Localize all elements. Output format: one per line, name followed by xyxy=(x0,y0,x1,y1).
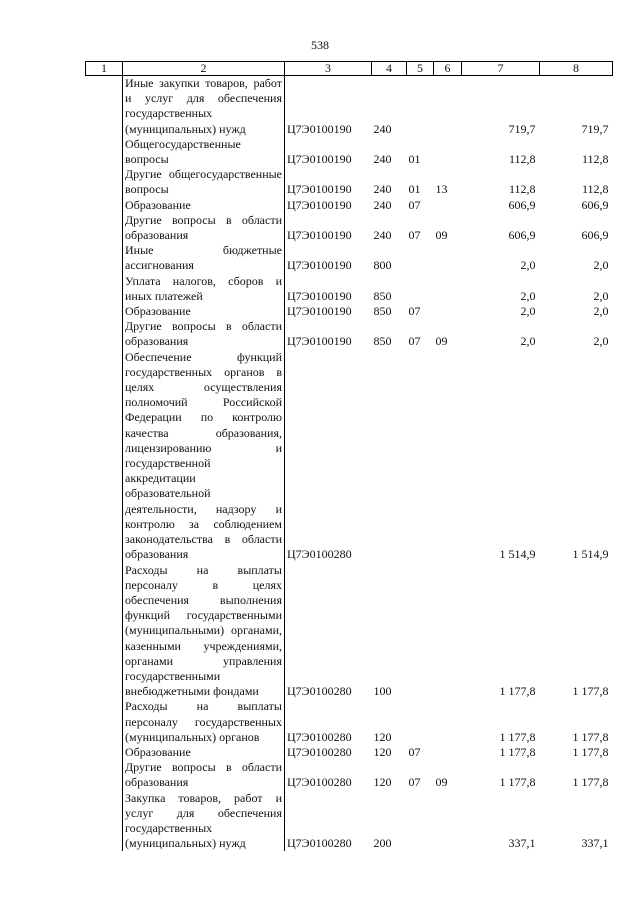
row-description: Другие вопросы в области образования xyxy=(123,319,285,349)
row-expense-type: 240 xyxy=(373,152,392,167)
row-amount-col7: 1 177,8 xyxy=(499,684,536,699)
row-expense-type: 850 xyxy=(373,334,392,349)
row-subsection xyxy=(434,304,462,319)
column-header: 4 xyxy=(372,62,407,76)
row-col1 xyxy=(86,791,123,852)
row-description: Расходы на выплаты персоналу в целях обеспечения выполнения функций государственными (муниципальными) органами, казенными учреждениями, органами управления государственными внебюджетными фондами xyxy=(123,563,285,700)
table-row xyxy=(86,243,613,273)
row-amount-col7: 112,8 xyxy=(508,182,536,197)
row-section: 07 xyxy=(408,304,421,319)
row-expense-type: 120 xyxy=(373,729,392,744)
table-row xyxy=(86,137,613,167)
row-subsection xyxy=(434,699,462,745)
row-subsection: 09 xyxy=(435,228,448,243)
table-row xyxy=(86,304,613,319)
row-amount-col7: 606,9 xyxy=(508,228,536,243)
row-subsection xyxy=(434,791,462,852)
row-expense-type: 200 xyxy=(373,836,392,851)
row-target-code: Ц7Э0100190 xyxy=(287,121,352,136)
column-header: 3 xyxy=(285,62,372,76)
column-header: 1 xyxy=(86,62,123,76)
row-section xyxy=(407,699,434,745)
row-target-code: Ц7Э0100190 xyxy=(287,334,352,349)
row-description: Уплата налогов, сборов и иных платежей xyxy=(123,274,285,304)
row-section: 07 xyxy=(408,197,421,212)
row-amount-col7: 1 177,8 xyxy=(499,744,536,759)
row-amount-col8: 1 177,8 xyxy=(572,744,609,759)
budget-table xyxy=(85,61,613,851)
row-description: Расходы на выплаты персоналу государственных (муниципальных) органов xyxy=(123,699,285,745)
row-amount-col7: 2,0 xyxy=(520,288,536,303)
row-target-code: Ц7Э0100280 xyxy=(287,684,352,699)
row-target-code: Ц7Э0100190 xyxy=(287,197,352,212)
row-col1 xyxy=(86,167,123,197)
row-section xyxy=(407,76,434,137)
row-description: Образование xyxy=(123,304,285,319)
column-number-header xyxy=(86,62,613,76)
table-row xyxy=(86,213,613,243)
row-target-code: Ц7Э0100280 xyxy=(287,836,352,851)
row-section xyxy=(407,791,434,852)
table-row xyxy=(86,350,613,563)
row-description: Другие вопросы в области образования xyxy=(123,213,285,243)
row-subsection xyxy=(434,274,462,304)
row-col1 xyxy=(86,760,123,790)
row-expense-type: 850 xyxy=(373,304,392,319)
row-amount-col7: 112,8 xyxy=(508,152,536,167)
row-subsection xyxy=(434,198,462,213)
row-description: Иные бюджетные ассигнования xyxy=(123,243,285,273)
row-amount-col8: 1 514,9 xyxy=(572,547,609,562)
row-amount-col7: 719,7 xyxy=(508,121,536,136)
row-description: Образование xyxy=(123,198,285,213)
row-subsection xyxy=(434,350,462,563)
table-row xyxy=(86,198,613,213)
row-amount-col7: 1 177,8 xyxy=(499,775,536,790)
table-row xyxy=(86,274,613,304)
column-header: 2 xyxy=(123,62,285,76)
row-section xyxy=(407,350,434,563)
row-target-code: Ц7Э0100190 xyxy=(287,288,352,303)
row-subsection xyxy=(434,745,462,760)
row-section xyxy=(407,243,434,273)
row-section xyxy=(407,274,434,304)
row-target-code: Ц7Э0100190 xyxy=(287,182,352,197)
row-expense-type: 240 xyxy=(373,197,392,212)
column-header: 8 xyxy=(540,62,613,76)
row-section: 01 xyxy=(408,152,421,167)
row-expense-type: 240 xyxy=(373,228,392,243)
row-expense-type: 240 xyxy=(373,121,392,136)
row-amount-col8: 112,8 xyxy=(581,152,609,167)
row-subsection: 09 xyxy=(435,775,448,790)
row-section: 07 xyxy=(408,228,421,243)
row-description: Иные закупки товаров, работ и услуг для обеспечения государственных (муниципальных) нужд xyxy=(123,76,285,137)
row-amount-col7: 2,0 xyxy=(520,304,536,319)
row-col1 xyxy=(86,699,123,745)
row-section xyxy=(407,563,434,700)
row-amount-col8: 606,9 xyxy=(581,197,609,212)
row-description: Общегосударственные вопросы xyxy=(123,137,285,167)
row-col1 xyxy=(86,213,123,243)
row-expense-type: 120 xyxy=(373,775,392,790)
row-amount-col7: 606,9 xyxy=(508,197,536,212)
row-subsection xyxy=(434,243,462,273)
row-amount-col8: 1 177,8 xyxy=(572,684,609,699)
page-number: 538 xyxy=(311,38,329,52)
row-subsection xyxy=(434,137,462,167)
row-subsection xyxy=(434,76,462,137)
row-section: 07 xyxy=(408,744,421,759)
row-amount-col7: 1 177,8 xyxy=(499,729,536,744)
row-amount-col7: 2,0 xyxy=(520,258,536,273)
row-target-code: Ц7Э0100190 xyxy=(287,304,352,319)
row-amount-col8: 337,1 xyxy=(581,836,609,851)
row-col1 xyxy=(86,198,123,213)
row-expense-type: 100 xyxy=(373,684,392,699)
row-section: 07 xyxy=(408,775,421,790)
row-col1 xyxy=(86,563,123,700)
column-header: 5 xyxy=(407,62,434,76)
row-target-code: Ц7Э0100280 xyxy=(287,775,352,790)
row-col1 xyxy=(86,274,123,304)
row-amount-col8: 112,8 xyxy=(581,182,609,197)
row-col1 xyxy=(86,319,123,349)
column-header: 7 xyxy=(462,62,540,76)
row-target-code: Ц7Э0100280 xyxy=(287,547,352,562)
row-description: Обеспечение функций государственных органов в целях осуществления полномочий Российской Федерации по контролю качества образования, лицензированию и государственной аккредитации образовательной деятельности, надзору и контролю за соблюдением законодательства в области образования xyxy=(123,350,285,563)
row-target-code: Ц7Э0100190 xyxy=(287,258,352,273)
row-amount-col8: 2,0 xyxy=(593,304,609,319)
row-col1 xyxy=(86,304,123,319)
column-header: 6 xyxy=(434,62,462,76)
row-col1 xyxy=(86,137,123,167)
table-row xyxy=(86,319,613,349)
table-row xyxy=(86,563,613,700)
row-amount-col7: 337,1 xyxy=(508,836,536,851)
row-target-code: Ц7Э0100280 xyxy=(287,744,352,759)
row-subsection: 09 xyxy=(435,334,448,349)
table-row xyxy=(86,760,613,790)
row-col1 xyxy=(86,76,123,137)
table-row xyxy=(86,745,613,760)
table-row xyxy=(86,791,613,852)
row-amount-col8: 2,0 xyxy=(593,258,609,273)
row-section: 01 xyxy=(408,182,421,197)
row-target-code: Ц7Э0100190 xyxy=(287,228,352,243)
row-amount-col8: 2,0 xyxy=(593,288,609,303)
table-row xyxy=(86,699,613,745)
row-description: Другие вопросы в области образования xyxy=(123,760,285,790)
row-target-code: Ц7Э0100190 xyxy=(287,152,352,167)
row-amount-col8: 606,9 xyxy=(581,228,609,243)
row-amount-col8: 1 177,8 xyxy=(572,775,609,790)
row-col1 xyxy=(86,745,123,760)
row-expense-type: 120 xyxy=(373,744,392,759)
row-description: Образование xyxy=(123,745,285,760)
row-subsection xyxy=(434,563,462,700)
row-amount-col8: 1 177,8 xyxy=(572,729,609,744)
row-description: Закупка товаров, работ и услуг для обеспечения государственных (муниципальных) нужд xyxy=(123,791,285,852)
row-subsection: 13 xyxy=(435,182,448,197)
row-amount-col7: 2,0 xyxy=(520,334,536,349)
row-section: 07 xyxy=(408,334,421,349)
row-expense-type: 850 xyxy=(373,288,392,303)
row-target-code: Ц7Э0100280 xyxy=(287,729,352,744)
table-row xyxy=(86,76,613,137)
row-expense-type: 240 xyxy=(373,182,392,197)
row-amount-col8: 719,7 xyxy=(581,121,609,136)
row-expense-type: 800 xyxy=(373,258,392,273)
row-description: Другие общегосударственные вопросы xyxy=(123,167,285,197)
row-expense-type xyxy=(372,350,407,563)
row-amount-col8: 2,0 xyxy=(593,334,609,349)
row-amount-col7: 1 514,9 xyxy=(499,547,536,562)
table-row xyxy=(86,167,613,197)
row-col1 xyxy=(86,350,123,563)
row-col1 xyxy=(86,243,123,273)
